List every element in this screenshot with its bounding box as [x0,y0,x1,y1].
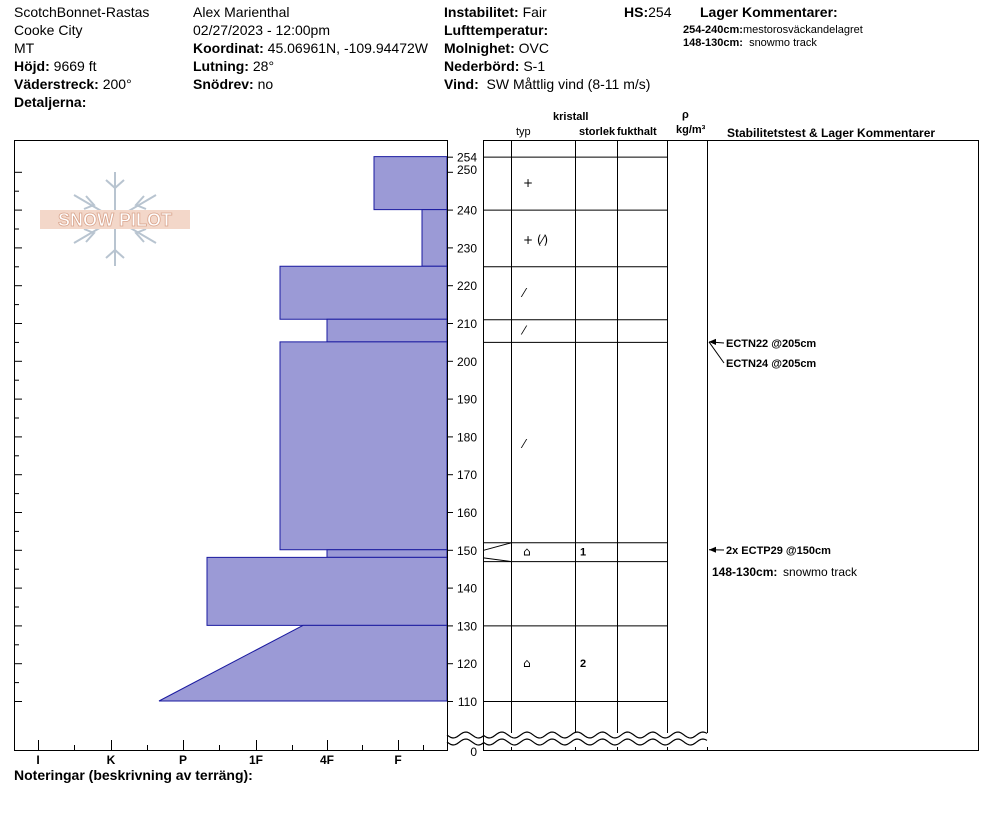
layer-comments-label: Lager Kommentarer: [700,4,838,20]
hardness-layer-bar [374,157,447,210]
hardness-layer-bar [327,550,447,558]
state-name: MT [14,40,35,56]
aspect-label: Väderstreck: [14,76,99,92]
depth-tick-label: 180 [456,430,477,445]
hardness-layer-bar [280,342,447,550]
precipitation-value: S-1 [523,58,546,74]
depth-tick-label: 210 [456,317,477,331]
layer-comment-range: 254-240cm: [683,24,743,36]
grain-type-symbol: + (⁄) [523,232,549,247]
layer-connector [484,543,512,551]
hardness-tick-label: K [106,753,116,767]
grain-size-value: 2 [580,658,587,671]
moisture-header: fukthalt [617,126,657,138]
hardness-bars [159,157,447,701]
arrow-head-icon [709,547,716,553]
depth-tick-label: 140 [456,581,477,596]
size-header: storlek [579,126,616,138]
stability-test-label: ECTN24 @205cm [726,358,817,370]
layer-comment-range: 148-130cm: [683,37,743,49]
observer-name: Alex Marienthal [193,4,290,20]
elevation-label: Höjd: [14,58,50,74]
hardness-layer-bar [422,210,447,267]
depth-tick-label: 170 [456,468,477,483]
coordinates-label: Koordinat: [193,40,264,56]
details-label: Detaljerna: [14,94,87,110]
aspect-value: 200° [102,76,132,92]
hardness-tick-label: I [36,753,40,767]
cloud-cover-label: Molnighet: [444,40,515,56]
density-unit-header: kg/m³ [676,124,706,136]
grain-type-symbol: ⁄ [523,436,526,451]
instability-label: Instabilitet: [444,4,519,20]
type-header: typ [516,126,531,138]
grain-type-symbol: ⁄ [523,285,526,300]
stability-header: Stabilitetstest & Lager Kommentarer [727,126,936,140]
hardness-tick-label: 4F [319,753,335,767]
hardness-layer-bar [207,557,447,625]
depth-tick-label: 220 [456,279,477,294]
hardness-axis [36,740,423,767]
depth-tick-label: 250 [456,162,477,177]
stability-test-arrow [709,342,724,363]
observation-datetime: 02/27/2023 - 12:00pm [193,22,330,38]
axis-break-mark [447,732,483,738]
grain-type-symbol: ⌂ [523,544,531,559]
location-name: ScotchBonnet-Rastas [14,4,150,20]
depth-tick-label: 254 [456,150,477,165]
depth-tick-label: 110 [457,695,477,709]
instability-value: Fair [522,4,547,20]
precipitation-label: Nederbörd: [444,58,520,74]
layer-connector [484,558,512,562]
depth-tick-label: 160 [456,506,477,520]
stability-tests [709,338,858,579]
depth-tick-label: 200 [456,354,477,369]
stability-test-label: 2x ECTP29 @150cm [726,545,831,557]
stability-test-label: ECTN22 @205cm [726,338,817,350]
snow-drift-value: no [257,76,274,92]
layer-comment-text: mestorosväckandelagret [742,24,863,36]
grain-type-symbol: ⌂ [523,656,531,671]
area-name: Cooke City [14,22,83,38]
axis-break-mark [483,739,707,745]
wind-label: Vind: [444,76,479,92]
hardness-tick-label: P [178,753,188,767]
notes-label: Noteringar (beskrivning av terräng): [14,767,253,783]
axis-break-mark [483,732,707,738]
air-temp-label: Lufttemperatur: [444,22,549,38]
profile-table-frame [484,141,979,751]
grain-size-value: 1 [580,546,587,559]
hardness-layer-bar [280,266,447,319]
wind-value: SW Måttlig vind (8-11 m/s) [486,76,651,92]
axis-break-mark [447,739,483,745]
cloud-cover-value: OVC [518,40,549,56]
coordinates-value: 45.06961N, -109.94472W [267,40,428,56]
depth-tick-label: 120 [456,657,477,672]
depth-tick-label: 190 [456,392,477,407]
crystal-header: kristall [553,111,589,123]
rho-header: ρ [682,109,689,121]
snow-height-value: 254 [648,4,672,20]
depth-tick-label: 130 [456,619,477,634]
grain-type-symbol: + [523,176,534,191]
snow-height-label: HS: [624,4,649,20]
slope-label: Lutning: [193,58,249,74]
depth-tick-label: 150 [456,543,477,558]
logo [40,172,190,266]
layer-comment-text: snowmo track [749,37,817,49]
depth-tick-label: 230 [456,241,477,256]
hardness-layer-bar [327,319,447,342]
grain-type-symbol: ⁄ [523,323,526,338]
hardness-layer-bar [159,625,447,701]
hardness-tick-label: F [394,753,402,767]
depth-tick-label: 240 [456,203,477,218]
snow-drift-label: Snödrev: [193,76,254,92]
slope-value: 28° [252,58,275,74]
chart-frames [15,141,979,751]
hardness-tick-label: 1F [248,753,264,767]
depth-tick-label: 0 [470,745,477,759]
layer-note-range: 148-130cm: [712,564,778,579]
elevation-value: 9669 ft [53,58,97,74]
layer-note-text: snowmo track [783,564,858,579]
logo-text: SNOW PILOT [58,210,172,230]
